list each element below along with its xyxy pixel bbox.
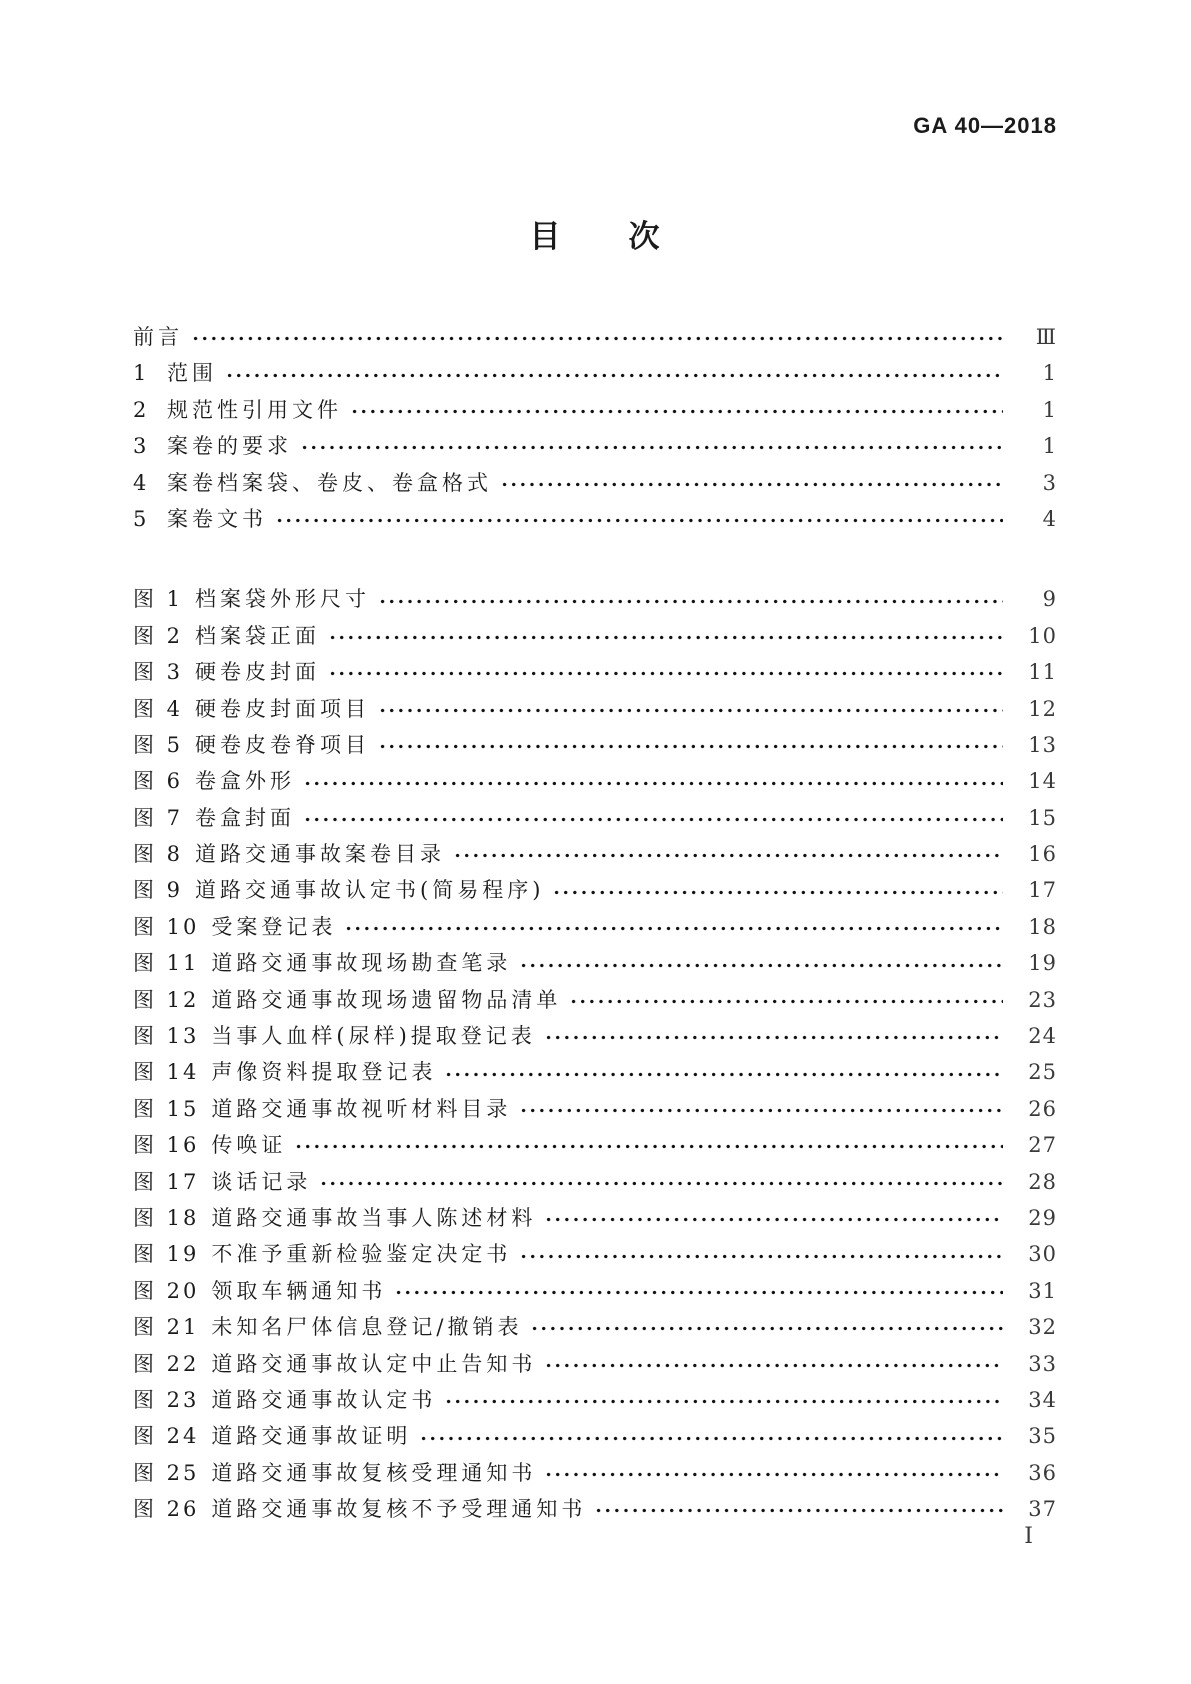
- page-title: 目 次: [529, 219, 662, 254]
- toc-entry-number: 2: [133, 397, 147, 422]
- dot-leader: [303, 800, 1003, 836]
- toc-entry-label: 受案登记表: [211, 914, 337, 939]
- toc-page-number: 30: [1028, 1242, 1057, 1267]
- dot-leader: [500, 465, 1003, 501]
- toc-entry-label: 未知名尸体信息登记/撤销表: [211, 1315, 523, 1340]
- toc-entry-label: 道路交通事故当事人陈述材料: [211, 1205, 537, 1230]
- toc-entry-number: 图 6: [133, 769, 184, 794]
- toc-entry-label: 道路交通事故现场勘查笔录: [211, 951, 512, 976]
- dot-leader: [300, 428, 1003, 464]
- toc-page-number: 12: [1028, 696, 1057, 721]
- toc-entry-number: 图 4: [133, 696, 184, 721]
- toc-entry-number: 图 3: [133, 660, 184, 685]
- dot-leader: [394, 1273, 1003, 1309]
- toc-entry-number: 图 12: [133, 987, 200, 1012]
- toc-page-number: 10: [1028, 623, 1057, 648]
- toc-front-section: [133, 319, 1057, 537]
- toc-row: [133, 1346, 1057, 1382]
- toc-page-number: 26: [1028, 1096, 1057, 1121]
- dot-leader: [594, 1491, 1003, 1527]
- toc-entry-number: 图 16: [133, 1133, 200, 1158]
- toc-entry-label: 道路交通事故证明: [211, 1424, 412, 1449]
- dot-leader: [544, 1018, 1003, 1054]
- toc-entry-label: 声像资料提取登记表: [211, 1060, 437, 1085]
- dot-leader: [319, 1164, 1003, 1200]
- toc-entry-number: 图 17: [133, 1169, 200, 1194]
- toc-page-number: 18: [1028, 914, 1057, 939]
- toc-page-number: 27: [1028, 1133, 1057, 1158]
- toc-row: [133, 727, 1057, 763]
- toc-row: [133, 836, 1057, 872]
- toc-row: [133, 465, 1057, 501]
- toc-entry-label: 规范性引用文件: [167, 397, 342, 422]
- toc-row: [133, 1200, 1057, 1236]
- toc-entry-label: 硬卷皮封面: [195, 660, 321, 685]
- toc-entry-number: 4: [133, 470, 147, 495]
- toc-entry-number: 图 15: [133, 1096, 200, 1121]
- toc-entry-label: 谈话记录: [211, 1169, 312, 1194]
- folio-page-number: Ⅰ: [1024, 1524, 1033, 1549]
- toc-entry-number: 图 5: [133, 732, 184, 757]
- dot-leader: [419, 1418, 1003, 1454]
- toc-entry-number: 图 26: [133, 1497, 200, 1522]
- dot-leader: [519, 1236, 1003, 1272]
- toc-row: [133, 1127, 1057, 1163]
- toc-page-number: 37: [1028, 1497, 1057, 1522]
- toc-row: [133, 581, 1057, 617]
- dot-leader: [569, 982, 1003, 1018]
- standard-number-header: GA 40—2018: [913, 113, 1057, 138]
- toc-page-number: 3: [1042, 470, 1057, 495]
- dot-leader: [294, 1127, 1003, 1163]
- toc-row: [133, 1309, 1057, 1345]
- toc-page-number: 13: [1028, 732, 1057, 757]
- toc-entry-label: 硬卷皮卷脊项目: [195, 732, 371, 757]
- toc-entry-label: 卷盒外形: [195, 769, 296, 794]
- toc-entry-number: 图 22: [133, 1351, 200, 1376]
- toc-entry-number: 图 23: [133, 1387, 200, 1412]
- toc-row: [133, 1091, 1057, 1127]
- dot-leader: [378, 727, 1003, 763]
- toc-row: [133, 800, 1057, 836]
- toc-row: [133, 763, 1057, 799]
- toc-entry-label: 硬卷皮封面项目: [195, 696, 371, 721]
- dot-leader: [191, 319, 1003, 355]
- toc-entry-number: 1: [133, 361, 147, 386]
- toc-row: [133, 1418, 1057, 1454]
- toc-entry-label: 档案袋外形尺寸: [195, 587, 371, 612]
- dot-leader: [444, 1054, 1003, 1090]
- toc-page-number: 1: [1042, 361, 1057, 386]
- toc-entry-number: 图 10: [133, 914, 200, 939]
- toc-page-number: 9: [1042, 587, 1057, 612]
- toc-entry-number: 图 25: [133, 1460, 200, 1485]
- toc-row: [133, 355, 1057, 391]
- toc-row: [133, 319, 1057, 355]
- dot-leader: [225, 355, 1003, 391]
- toc-entry-label: 传唤证: [211, 1133, 287, 1158]
- toc-page-number: 35: [1028, 1424, 1057, 1449]
- toc-row: [133, 428, 1057, 464]
- toc-entry-label: 前言: [133, 325, 183, 349]
- dot-leader: [328, 618, 1003, 654]
- dot-leader: [344, 909, 1003, 945]
- toc-entry-number: 图 18: [133, 1205, 200, 1230]
- toc-entry-label: 道路交通事故复核不予受理通知书: [211, 1497, 587, 1522]
- toc-entry-number: 图 2: [133, 623, 184, 648]
- toc-row: [133, 982, 1057, 1018]
- dot-leader: [350, 392, 1003, 428]
- toc-row: [133, 1054, 1057, 1090]
- toc-entry-number: 5: [133, 506, 147, 531]
- dot-leader: [530, 1309, 1003, 1345]
- toc-page-number: 24: [1028, 1024, 1057, 1049]
- dot-leader: [275, 501, 1003, 537]
- toc-page-number: 36: [1028, 1460, 1057, 1485]
- toc-row: [133, 945, 1057, 981]
- dot-leader: [444, 1382, 1003, 1418]
- toc-page-number: 34: [1028, 1387, 1057, 1412]
- toc-page-number: 17: [1028, 878, 1057, 903]
- dot-leader: [544, 1200, 1003, 1236]
- toc-row: [133, 1236, 1057, 1272]
- dot-leader: [453, 836, 1003, 872]
- toc-row: [133, 1018, 1057, 1054]
- toc-entry-label: 道路交通事故复核受理通知书: [211, 1460, 537, 1485]
- toc-page-number: 1: [1042, 434, 1057, 459]
- toc-row: [133, 1382, 1057, 1418]
- toc-entry-number: 图 11: [133, 951, 200, 976]
- dot-leader: [544, 1455, 1003, 1491]
- toc-page-number: 15: [1028, 805, 1057, 830]
- dot-leader: [519, 945, 1003, 981]
- dot-leader: [519, 1091, 1003, 1127]
- toc-entry-number: 图 19: [133, 1242, 200, 1267]
- toc-entry-number: 图 1: [133, 587, 184, 612]
- toc-page-number: 31: [1028, 1278, 1057, 1303]
- toc-row: [133, 872, 1057, 908]
- toc-entry-label: 卷盒封面: [195, 805, 296, 830]
- toc-entry-label: 道路交通事故认定中止告知书: [211, 1351, 537, 1376]
- table-of-contents: [133, 319, 1057, 1528]
- toc-entry-number: 图 7: [133, 805, 184, 830]
- toc-entry-label: 案卷的要求: [167, 434, 292, 459]
- toc-entry-label: 道路交通事故案卷目录: [195, 842, 446, 867]
- dot-leader: [552, 872, 1003, 908]
- toc-entry-number: 图 20: [133, 1278, 200, 1303]
- toc-entry-number: 图 21: [133, 1315, 200, 1340]
- toc-page-number: Ⅲ: [1035, 325, 1057, 349]
- toc-entry-label: 范围: [167, 361, 217, 386]
- toc-page-number: 23: [1028, 987, 1057, 1012]
- toc-entry-label: 不准予重新检验鉴定决定书: [211, 1242, 512, 1267]
- toc-entry-number: 图 9: [133, 878, 184, 903]
- toc-figures-section: [133, 581, 1057, 1527]
- dot-leader: [544, 1346, 1003, 1382]
- toc-row: [133, 618, 1057, 654]
- toc-entry-label: 档案袋正面: [195, 623, 321, 648]
- toc-entry-number: 图 13: [133, 1024, 200, 1049]
- toc-page-number: 14: [1028, 769, 1057, 794]
- dot-leader: [378, 581, 1003, 617]
- dot-leader: [328, 654, 1003, 690]
- toc-row: [133, 1491, 1057, 1527]
- toc-entry-label: 案卷文书: [167, 506, 267, 531]
- toc-page-number: 32: [1028, 1315, 1057, 1340]
- toc-entry-label: 道路交通事故视听材料目录: [211, 1096, 512, 1121]
- toc-entry-label: 道路交通事故认定书: [211, 1387, 437, 1412]
- toc-page-number: 11: [1028, 660, 1057, 685]
- toc-row: [133, 909, 1057, 945]
- toc-page-number: 16: [1028, 842, 1057, 867]
- toc-row: [133, 1164, 1057, 1200]
- dot-leader: [378, 691, 1003, 727]
- toc-row: [133, 1455, 1057, 1491]
- toc-row: [133, 1273, 1057, 1309]
- toc-entry-label: 当事人血样(尿样)提取登记表: [211, 1024, 536, 1049]
- toc-entry-number: 图 24: [133, 1424, 200, 1449]
- toc-page-number: 29: [1028, 1205, 1057, 1230]
- toc-entry-label: 道路交通事故认定书(简易程序): [195, 878, 545, 903]
- toc-page-number: 28: [1028, 1169, 1057, 1194]
- toc-entry-label: 道路交通事故现场遗留物品清单: [211, 987, 562, 1012]
- toc-page-number: 4: [1042, 506, 1057, 531]
- toc-entry-number: 图 8: [133, 842, 184, 867]
- dot-leader: [303, 763, 1003, 799]
- toc-row: [133, 654, 1057, 690]
- toc-row: [133, 691, 1057, 727]
- toc-entry-label: 案卷档案袋、卷皮、卷盒格式: [167, 470, 492, 495]
- toc-entry-number: 图 14: [133, 1060, 200, 1085]
- toc-page-number: 25: [1028, 1060, 1057, 1085]
- toc-entry-label: 领取车辆通知书: [211, 1278, 387, 1303]
- toc-entry-number: 3: [133, 434, 147, 459]
- toc-page-number: 33: [1028, 1351, 1057, 1376]
- toc-row: [133, 392, 1057, 428]
- toc-page-number: 19: [1028, 951, 1057, 976]
- toc-row: [133, 501, 1057, 537]
- toc-page-number: 1: [1042, 397, 1057, 422]
